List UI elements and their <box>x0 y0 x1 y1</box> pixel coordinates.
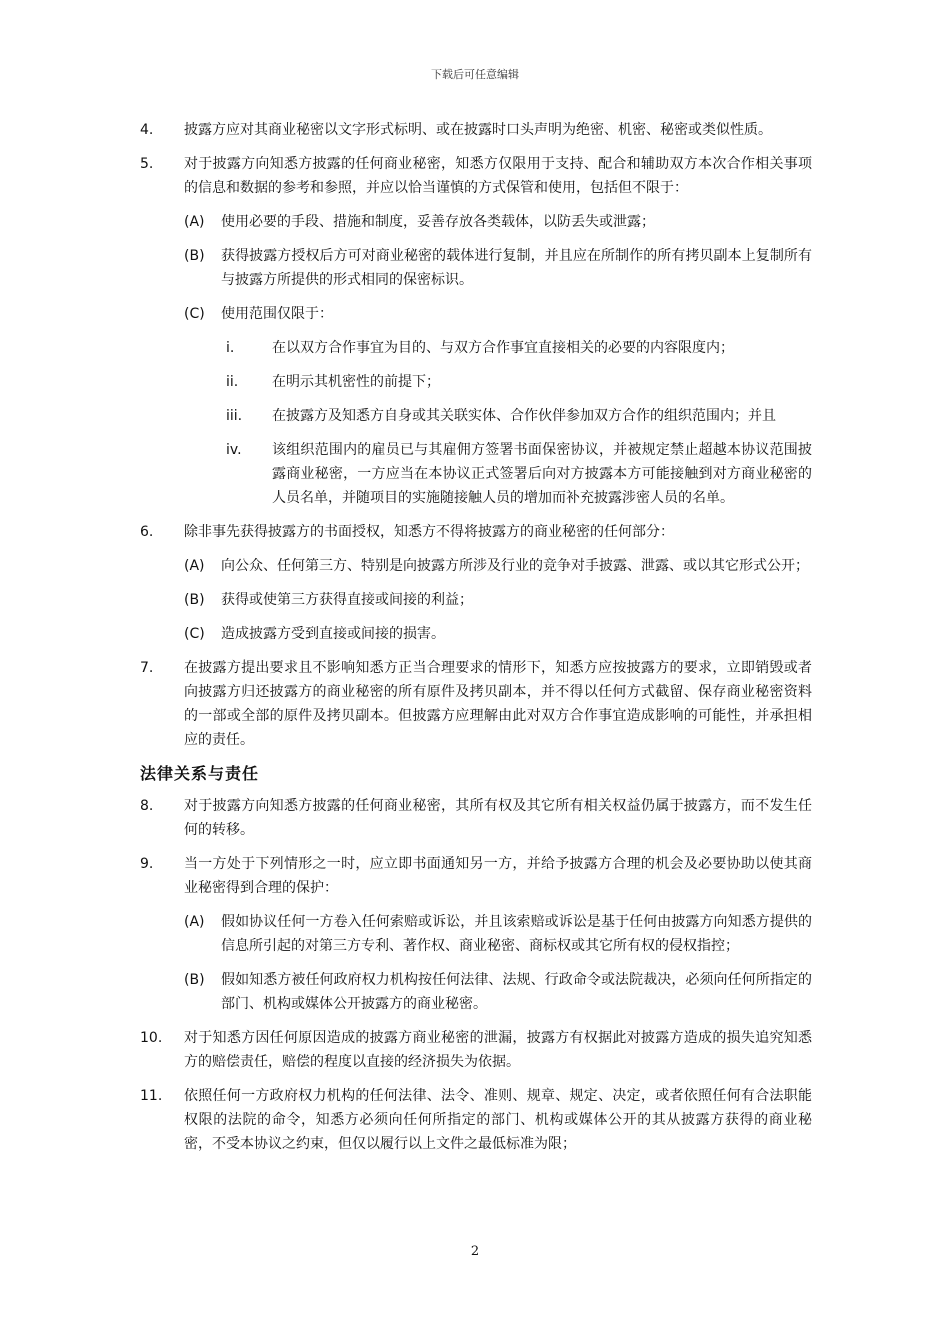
subclause-label: (A) <box>184 214 205 230</box>
subclause-label: (A) <box>184 914 205 930</box>
clause-text: 对于知悉方因任何原因造成的披露方商业秘密的泄漏，披露方有权据此对披露方造成的损失追究知悉方的赔偿责任，赔偿的程度以直接的经济损失为依据。 <box>184 1030 812 1070</box>
subclause-5c-iii <box>226 404 812 428</box>
subclause-5c-iv <box>226 438 812 510</box>
subclause-text: 假如协议任何一方卷入任何索赔或诉讼，并且该索赔或诉讼是基于任何由披露方向知悉方提供的信息所引起的对第三方专利、著作权、商业秘密、商标权或其它所有权的侵权指控； <box>221 914 812 954</box>
subclause-text: 获得披露方授权后方可对商业秘密的载体进行复制，并且应在所制作的所有拷贝副本上复制所有与披露方所提供的形式相同的保密标识。 <box>221 248 812 288</box>
clause-text: 对于披露方向知悉方披露的任何商业秘密，知悉方仅限用于支持、配合和辅助双方本次合作相关事项的信息和数据的参考和参照，并应以恰当谨慎的方式保管和使用，包括但不限于： <box>184 156 812 196</box>
subclause-text: 造成披露方受到直接或间接的损害。 <box>221 626 445 642</box>
clause-text: 当一方处于下列情形之一时，应立即书面通知另一方，并给予披露方合理的机会及必要协助以使其商业秘密得到合理的保护： <box>184 856 812 896</box>
clause-number: 9. <box>140 856 154 872</box>
clause-text: 在披露方提出要求且不影响知悉方正当合理要求的情形下，知悉方应按披露方的要求，立即销毁或者向披露方归还披露方的商业秘密的所有原件及拷贝副本，并不得以任何方式截留、保存商业秘密资料的一部或全部的原件及拷贝副本。但披露方应理解由此对双方合作事宜造成影响的可能性，并承担相应的责任。 <box>184 660 812 748</box>
subclause-text: 假如知悉方被任何政府权力机构按任何法律、法规、行政命令或法院裁决，必须向任何所指定的部门、机构或媒体公开披露方的商业秘密。 <box>221 972 812 1012</box>
subclause-text: 获得或使第三方获得直接或间接的利益； <box>221 592 473 608</box>
subclause-label: (B) <box>184 592 205 608</box>
section-heading: 法律关系与责任 <box>140 764 260 783</box>
subclause-6c <box>184 622 812 646</box>
subclause-text: 使用必要的手段、措施和制度，妥善存放各类载体，以防丢失或泄露； <box>221 214 655 230</box>
page-number: 2 <box>470 1244 480 1259</box>
subclause-text: 向公众、任何第三方、特别是向披露方所涉及行业的竞争对手披露、泄露、或以其它形式公开； <box>221 558 809 574</box>
subclause-5b <box>184 244 812 292</box>
subclause-9a <box>184 910 812 958</box>
clause-number: 10. <box>140 1030 163 1046</box>
subclause-5a <box>184 210 812 234</box>
clause-text: 除非事先获得披露方的书面授权，知悉方不得将披露方的商业秘密的任何部分： <box>184 524 674 540</box>
subsubclause-text: 在披露方及知悉方自身或其关联实体、合作伙伴参加双方合作的组织范围内；并且 <box>272 408 776 424</box>
clause-number: 6. <box>140 524 154 540</box>
subclause-label: (C) <box>184 306 205 322</box>
subsubclause-label: ii. <box>226 374 239 390</box>
clause-5 <box>140 152 812 200</box>
clause-number: 4. <box>140 122 154 138</box>
clause-text: 对于披露方向知悉方披露的任何商业秘密，其所有权及其它所有相关权益仍属于披露方，而不发生任何的转移。 <box>184 798 812 838</box>
subclause-9b <box>184 968 812 1016</box>
subclause-label: (A) <box>184 558 205 574</box>
clause-8 <box>140 794 812 842</box>
clause-number: 7. <box>140 660 154 676</box>
subsubclause-label: i. <box>226 340 235 356</box>
subclause-6a <box>184 554 812 578</box>
subsubclause-text: 在明示其机密性的前提下； <box>272 374 440 390</box>
clause-number: 8. <box>140 798 154 814</box>
subclause-text: 使用范围仅限于： <box>221 306 333 322</box>
clause-6 <box>140 520 812 544</box>
subsubclause-label: iv. <box>226 442 242 458</box>
clause-number: 11. <box>140 1088 163 1104</box>
clause-text: 披露方应对其商业秘密以文字形式标明、或在披露时口头声明为绝密、机密、秘密或类似性质。 <box>184 122 772 138</box>
clause-7 <box>140 656 812 752</box>
subclause-5c-ii <box>226 370 812 394</box>
clause-9 <box>140 852 812 900</box>
clause-11 <box>140 1084 812 1156</box>
clause-number: 5. <box>140 156 154 172</box>
page-header-note: 下载后可任意编辑 <box>431 68 519 81</box>
subclause-5c-i <box>226 336 812 360</box>
subclause-label: (C) <box>184 626 205 642</box>
subclause-6b <box>184 588 812 612</box>
clause-4 <box>140 118 812 142</box>
subsubclause-text: 该组织范围内的雇员已与其雇佣方签署书面保密协议，并被规定禁止超越本协议范围披露商业秘密，一方应当在本协议正式签署后向对方披露本方可能接触到对方商业秘密的人员名单，并随项目的实施随接触人员的增加而补充披露涉密人员的名单。 <box>272 442 812 506</box>
document-body <box>140 118 812 1166</box>
clause-text: 依照任何一方政府权力机构的任何法律、法令、准则、规章、规定、决定，或者依照任何有合法职能权限的法院的命令，知悉方必须向任何所指定的部门、机构或媒体公开的其从披露方获得的商业秘密，不受本协议之约束，但仅以履行以上文件之最低标准为限； <box>184 1088 812 1152</box>
subsubclause-label: iii. <box>226 408 243 424</box>
subclause-label: (B) <box>184 972 205 988</box>
subsubclause-text: 在以双方合作事宜为目的、与双方合作事宜直接相关的必要的内容限度内； <box>272 340 734 356</box>
clause-10 <box>140 1026 812 1074</box>
subclause-5c <box>184 302 812 326</box>
subclause-label: (B) <box>184 248 205 264</box>
